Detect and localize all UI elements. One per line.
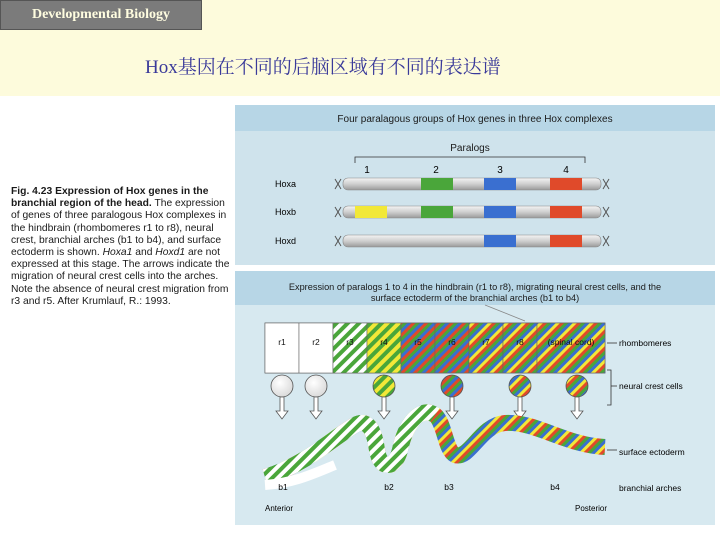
hox-figure-svg [235, 105, 715, 525]
figure-caption [11, 186, 233, 308]
paralog-number-4: 4 [563, 165, 569, 176]
hoxd-paralog-3 [484, 235, 516, 247]
hoxb-paralog-2 [421, 206, 453, 218]
complex-label-hoxb: Hoxb [275, 207, 297, 217]
arch-label-b4: b4 [550, 482, 560, 492]
hoxb-paralog-1 [355, 206, 387, 218]
neural-crest-cell-r4 [373, 375, 395, 397]
neural-crest-cell-r8 [509, 375, 531, 397]
caption-label: Fig. 4.23 [11, 186, 53, 197]
caption-gene-2: Hoxd1 [155, 247, 186, 259]
paralogs-label: Paralogs [450, 143, 490, 154]
paralog-number-1: 1 [364, 165, 370, 176]
right-label-branchial-arches: branchial arches [619, 483, 682, 493]
rhombomere-label-r1: r1 [278, 337, 286, 347]
rhombomere-r2 [299, 323, 333, 373]
rhombomere-r7 [469, 323, 503, 373]
caption-body-1: The expression of genes of three paralogous Hox complexes in the hindbrain (rhombomeres r1 to r8), neural crest, branchial arches (b1 to b4), and surface ectoderm is shown. [11, 198, 227, 259]
rhombomere-label-r2: r2 [312, 337, 320, 347]
posterior-label: Posterior [575, 504, 608, 513]
top-panel-title: Four paralagous groups of Hox genes in three Hox complexes [337, 114, 613, 125]
caption-and: and [135, 247, 153, 259]
arch-label-b1: b1 [278, 482, 288, 492]
complex-label-hoxd: Hoxd [275, 236, 297, 246]
hoxd-paralog-4 [550, 235, 582, 247]
paralog-number-3: 3 [497, 165, 503, 176]
neural-crest-cell-r2 [305, 375, 327, 397]
spinal-cord-label: (spinal cord) [547, 337, 595, 347]
rhombomere-label-r6: r6 [448, 337, 456, 347]
rhombomere-label-r3: r3 [346, 337, 354, 347]
rhombomere-r3 [333, 323, 367, 373]
bottom-panel-title-line2: surface ectoderm of the branchial arches (b1 to b4) [370, 293, 580, 303]
rhombomere-r1 [265, 323, 299, 373]
caption-gene-1: Hoxa1 [102, 247, 133, 259]
anterior-label: Anterior [265, 504, 294, 513]
rhombomere-r4 [367, 323, 401, 373]
spinal-cord-region [537, 323, 605, 373]
neural-crest-cell-spinal [566, 375, 588, 397]
paralog-number-2: 2 [433, 165, 439, 176]
right-label-surface-ectoderm: surface ectoderm [619, 447, 685, 457]
course-tag: Developmental Biology [0, 0, 202, 30]
right-label-neural-crest: neural crest cells [619, 381, 683, 391]
rhombomere-label-r5: r5 [414, 337, 422, 347]
rhombomere-r6 [435, 323, 469, 373]
hoxb-paralog-4 [550, 206, 582, 218]
rhombomere-r5 [401, 323, 435, 373]
neural-crest-cell-r1 [271, 375, 293, 397]
rhombomere-r8 [503, 323, 537, 373]
arch-label-b3: b3 [444, 482, 454, 492]
hoxa-paralog-3 [484, 178, 516, 190]
bottom-panel-title-line1: Expression of paralogs 1 to 4 in the hindbrain (r1 to r8), migrating neural crest cells, and the [288, 282, 662, 292]
slide-title: Hox基因在不同的后脑区域有不同的表达谱 [145, 57, 501, 78]
caption-heading: Expression of Hox genes in the branchial region of the head. [11, 186, 209, 210]
hoxb-paralog-3 [484, 206, 516, 218]
caption-body-2: are not expressed at this stage. The arrows indicate the migration of neural crest cells into the arches. Note the absence of neural crest migration from r3 and r5. After Krumlauf, R.: 1993. [11, 247, 230, 307]
hox-figure [235, 105, 715, 525]
rhombomere-label-r8: r8 [516, 337, 524, 347]
hoxa-paralog-2 [421, 178, 453, 190]
rhombomere-label-r7: r7 [482, 337, 490, 347]
rhombomere-label-r4: r4 [380, 337, 388, 347]
neural-crest-cell-r6 [441, 375, 463, 397]
arch-label-b2: b2 [384, 482, 394, 492]
right-label-rhombomeres: rhombomeres [619, 338, 672, 348]
complex-label-hoxa: Hoxa [275, 179, 297, 189]
hoxa-paralog-4 [550, 178, 582, 190]
